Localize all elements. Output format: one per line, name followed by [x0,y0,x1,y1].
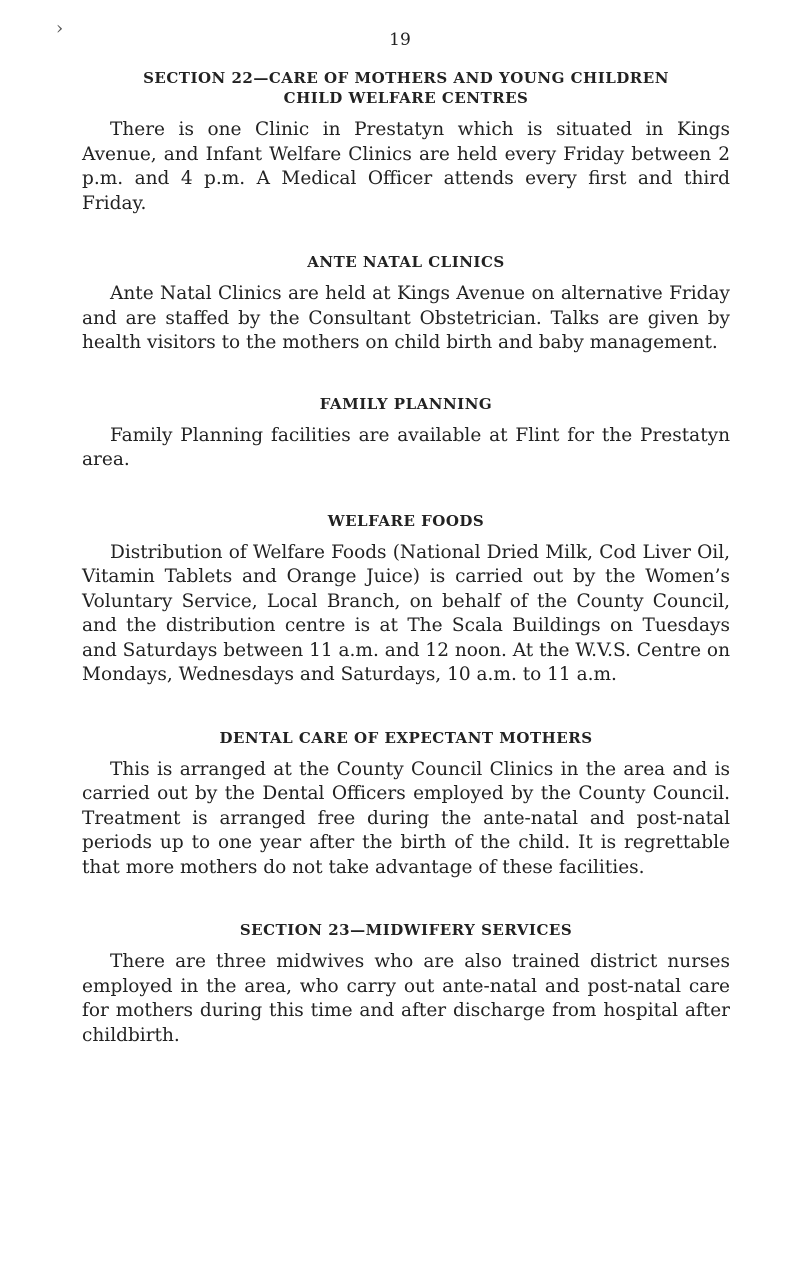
section-dental-care [82,728,730,881]
family-planning-paragraph: Family Planning facilities are available at Flint for the Prestatyn area. [82,424,730,470]
section-23-heading: SECTION 23—MIDWIFERY SERVICES [239,921,573,939]
margin-mark: › [56,18,64,39]
section-midwifery [82,920,730,1048]
dental-care-heading: DENTAL CARE OF EXPECTANT MOTHERS [219,728,593,747]
section-22-heading: SECTION 22—CARE OF MOTHERS AND YOUNG CHILDREN [143,69,669,87]
ante-natal-heading: ANTE NATAL CLINICS [307,253,505,271]
ante-natal-paragraph: Ante Natal Clinics are held at Kings Avenue on alternative Friday and are staffed by the Consultant Obstetrician. Talks are given by health visitors to the mothers on child birth and baby management. [82,283,730,353]
child-welfare-centres-heading: CHILD WELFARE CENTRES [283,89,529,107]
dental-care-paragraph: This is arranged at the County Council Clinics in the area and is carried out by the Dental Officers employed by the County Council. Treatment is arranged free during the ante-natal and post-natal periods up to one year after the birth of the child. It is regrettable that more mothers do not take advantage of these facilities. [82,758,730,878]
page-number: 19 [389,30,411,50]
section-welfare-foods [82,511,730,688]
welfare-foods-heading: WELFARE FOODS [327,511,485,530]
welfare-foods-paragraph: Distribution of Welfare Foods (National Dried Milk, Cod Liver Oil, Vitamin Tablets and Orange Juice) is carried out by the Women’s Voluntary Service, Local Branch, on behalf of the County Council, and the distribution centre is at The Scala Buildings on Tuesdays and Saturdays between 11 a.m. and 12 noon. At the W.V.S. Centre on Mondays, Wednesdays and Saturdays, 10 a.m. to 11 a.m. [82,541,730,685]
family-planning-heading: FAMILY PLANNING [319,394,493,413]
midwifery-paragraph: There are three midwives who are also trained district nurses employed in the area, who carry out ante-natal and post-natal care for mothers during this time and after discharge from hospital after childbirth. [82,951,730,1046]
section-ante-natal [82,252,730,356]
child-welfare-paragraph: There is one Clinic in Prestatyn which is situated in Kings Avenue, and Infant Welfare Clinics are held every Friday between 2 p.m. and 4 p.m. A Medical Officer attends every first and third Friday. [82,119,730,214]
section-care-of-mothers [82,68,730,216]
page-content [82,68,730,1048]
section-family-planning [82,394,730,473]
